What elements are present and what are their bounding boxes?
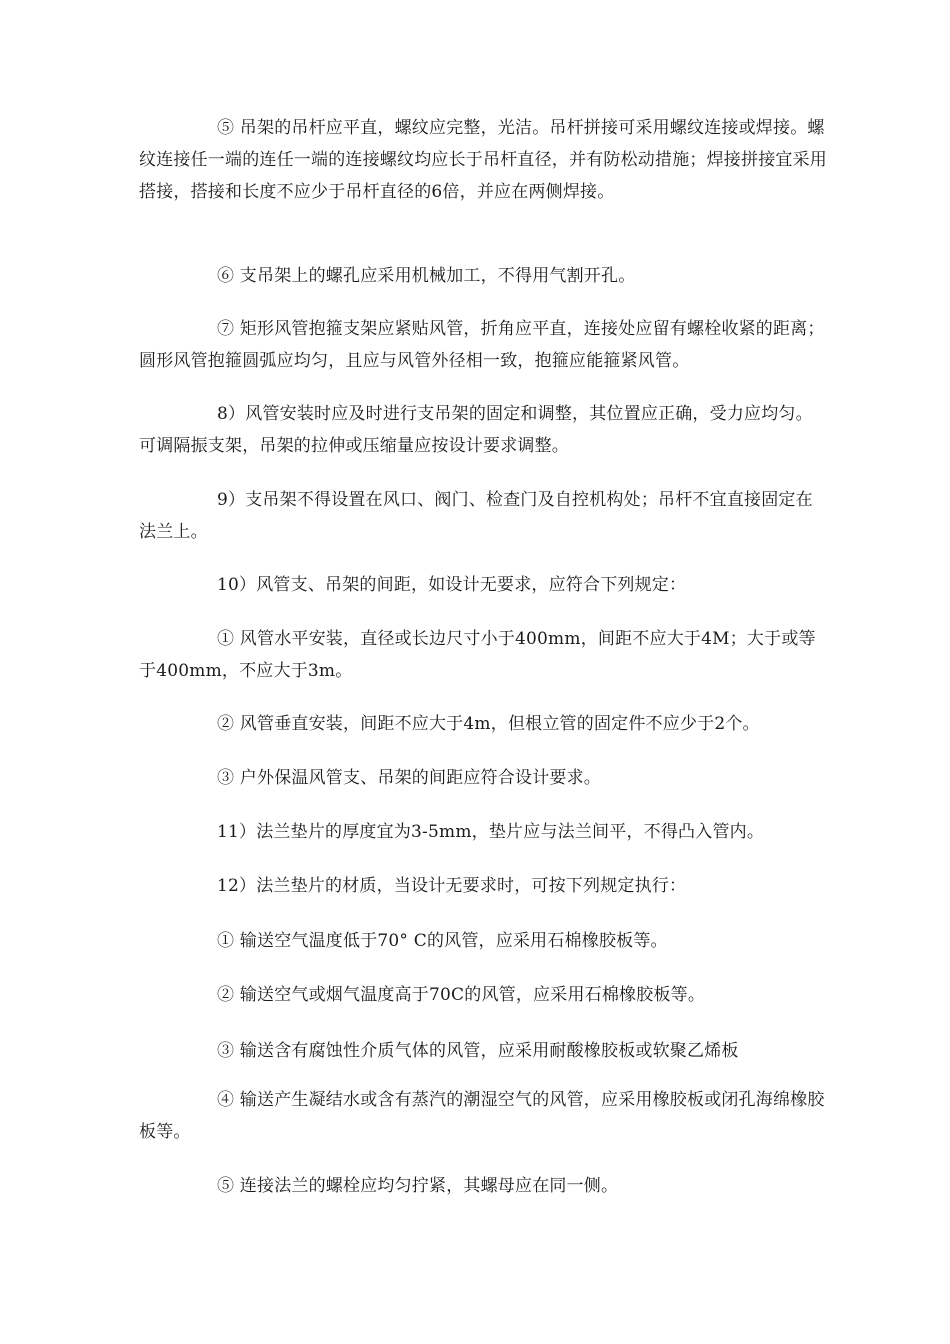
paragraph-gasket-humid: ④ 输送产生凝结水或含有蒸汽的潮湿空气的风管，应采用橡胶板或闭孔海绵橡胶板等。 [139,1090,825,1142]
paragraph-gasket-above-70: ② 输送空气或烟气温度高于70C的风管，应采用石棉橡胶板等。 [217,985,706,1005]
paragraph-item-11: 11）法兰垫片的厚度宜为3-5mm，垫片应与法兰间平，不得凸入管内。 [217,822,765,842]
paragraph-bolt-holes: ⑥ 支吊架上的螺孔应采用机械加工，不得用气割开孔。 [217,266,636,286]
paragraph-item-8: 8）风管安装时应及时进行支吊架的固定和调整，其位置应正确，受力应均匀。可调隔振支架，吊架的拉伸或压缩量应按设计要求调整。 [139,404,813,456]
paragraph-flange-bolts: ⑤ 连接法兰的螺栓应均匀拧紧，其螺母应在同一侧。 [217,1176,619,1196]
paragraph-item-10: 10）风管支、吊架的间距，如设计无要求，应符合下列规定： [217,575,687,595]
paragraph-spacing-horizontal: ① 风管水平安装，直径或长边尺寸小于400mm，间距不应大于4M；大于或等于400mm，不应大于3m。 [139,629,816,681]
paragraph-gasket-corrosive: ③ 输送含有腐蚀性介质气体的风管，应采用耐酸橡胶板或软聚乙烯板 [217,1041,739,1061]
paragraph-hoop-support: ⑦ 矩形风管抱箍支架应紧贴风管，折角应平直，连接处应留有螺栓收紧的距离；圆形风管抱箍圆弧应均匀，且应与风管外径相一致，抱箍应能箍紧风管。 [139,319,825,371]
paragraph-spacing-vertical: ② 风管垂直安装，间距不应大于4m，但根立管的固定件不应少于2个。 [217,714,760,734]
paragraph-gasket-below-70: ① 输送空气温度低于70° C的风管，应采用石棉橡胶板等。 [217,931,668,951]
paragraph-spacing-outdoor: ③ 户外保温风管支、吊架的间距应符合设计要求。 [217,768,602,788]
paragraph-item-9: 9）支吊架不得设置在风口、阀门、检查门及自控机构处；吊杆不宜直接固定在法兰上。 [139,490,813,542]
paragraph-item-12: 12）法兰垫片的材质，当设计无要求时，可按下列规定执行： [217,876,687,896]
paragraph-hanger-rod: ⑤ 吊架的吊杆应平直，螺纹应完整，光洁。吊杆拼接可采用螺纹连接或焊接。螺纹连接任一端的连任一端的连接螺纹均应长于吊杆直径，并有防松动措施；焊接拼接宜采用搭接，搭接和长度不应少于吊杆直径的6倍，并应在两侧焊接。 [139,118,827,202]
